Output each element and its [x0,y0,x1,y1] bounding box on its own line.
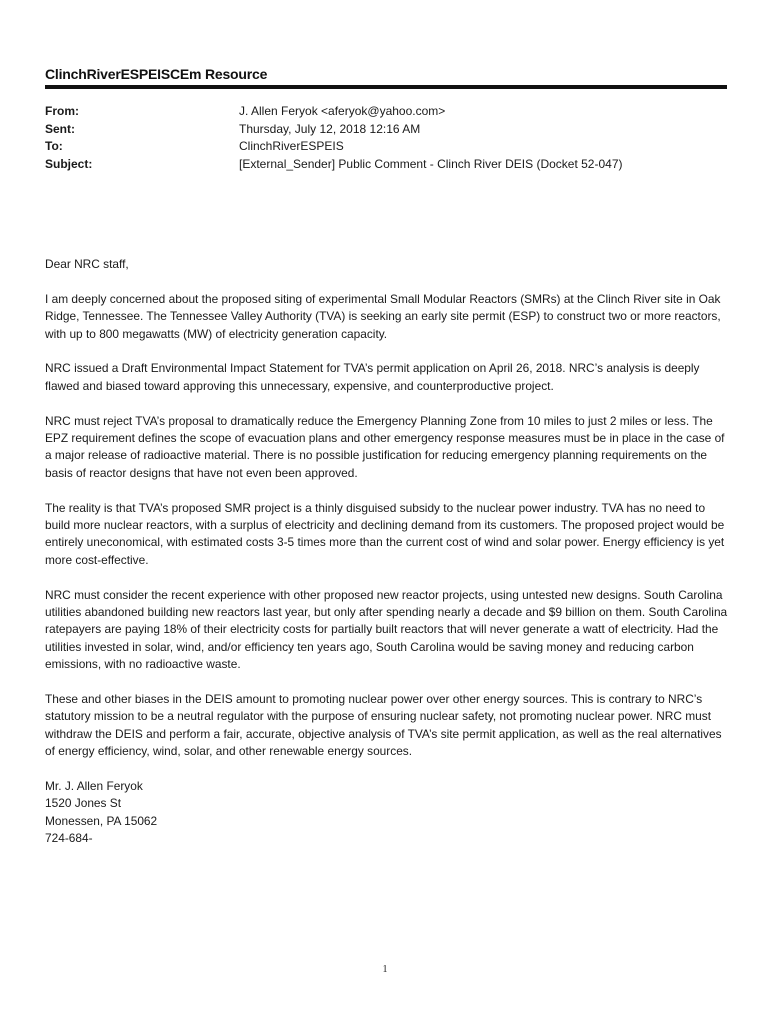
body-paragraph: These and other biases in the DEIS amount to promoting nuclear power over other energy sources. This is contrary to NRC’s statutory mission to be a neutral regulator with the purpose of ensuring nuclear safety, not promoting nuclear power. NRC must withdraw the DEIS and perform a fair, accurate, objective analysis of TVA’s site permit application, as well as the real alternatives of energy efficiency, wind, solar, and other renewable energy sources. [45,692,722,759]
sent-label: Sent: [45,121,75,136]
signature-city: Monessen, PA 15062 [45,813,158,828]
body-paragraph: NRC must reject TVA’s proposal to dramatically reduce the Emergency Planning Zone from 10 miles to just 2 miles or less. The EPZ requirement defines the scope of evacuation plans and other emergency response measures must be in place in the case of a major release of radioactive material. There is no possible justification for reducing emergency planning requirements on the basis of reactor designs that have not even been approved. [45,413,725,480]
sent-row [45,121,735,139]
body-paragraph: I am deeply concerned about the proposed siting of experimental Small Modular Reactors (SMRs) at the Clinch River site in Oak Ridge, Tennessee. The Tennessee Valley Authority (TVA) is seeking an early site permit (ESP) to construct two or more reactors, with up to 800 megawatts (MW) of electricity generation capacity. [45,291,721,341]
page-number: 1 [382,964,388,975]
title-divider [45,85,727,89]
subject-value: [External_Sender] Public Comment - Clinch River DEIS (Docket 52-047) [239,156,623,171]
email-body [45,256,730,848]
greeting: Dear NRC staff, [45,257,129,271]
document-title: ClinchRiverESPEISCEm Resource [45,66,268,82]
to-value: ClinchRiverESPEIS [239,139,344,153]
signature-phone: 724-684- [45,831,93,846]
signature-street: 1520 Jones St [45,796,122,811]
to-row [45,138,735,156]
signature-name: Mr. J. Allen Feryok [45,779,143,794]
body-paragraph: NRC issued a Draft Environmental Impact Statement for TVA’s permit application on April 26, 2018. NRC’s analysis is deeply flawed and biased toward approving this unnecessary, expensive, and counterproductive project. [45,361,700,393]
from-row [45,103,735,121]
from-value: J. Allen Feryok <aferyok@yahoo.com> [239,104,446,118]
body-paragraph: The reality is that TVA’s proposed SMR project is a thinly disguised subsidy to the nuclear power industry. TVA has no need to build more nuclear reactors, with a surplus of electricity and declining demand from its customers. The proposed project would be entirely uneconomical, with estimated costs 3-5 times more than the current cost of wind and solar power. Energy efficiency is yet more cost-effective. [45,500,725,567]
subject-row [45,156,735,174]
body-paragraph: NRC must consider the recent experience with other proposed new reactor projects, using untested new designs. South Carolina utilities abandoned building new reactors last year, but only after spending nearly a decade and $9 billion on them. South Carolina ratepayers are paying 18% of their electricity costs for partially built reactors that will never generate a watt of electricity. Had the utilities invested in solar, wind, and/or efficiency ten years ago, South Carolina would be saving money and reducing carbon emissions, with no radioactive waste. [45,587,728,672]
sent-value: Thursday, July 12, 2018 12:16 AM [239,121,421,136]
from-label: From: [45,104,79,118]
subject-label: Subject: [45,156,93,171]
to-label: To: [45,139,63,153]
signature-block [45,778,730,848]
email-header [45,103,735,173]
